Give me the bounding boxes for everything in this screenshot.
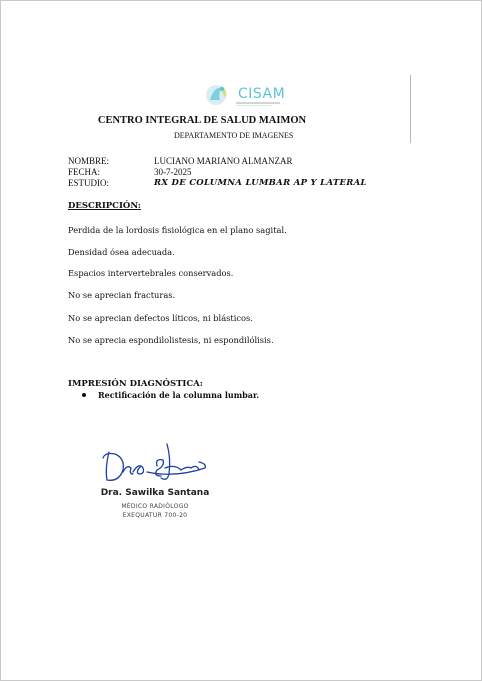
radiologist-title: MÉDICO RADIÓLOGO — [121, 503, 189, 510]
logo-tagline-bar — [236, 102, 280, 104]
handwritten-signature — [95, 438, 215, 488]
exequatur-number: EXEQUATUR 700-20 — [122, 512, 188, 519]
cisam-logo-icon — [202, 80, 236, 110]
radiologist-name: Dra. Sawilka Santana — [100, 488, 210, 498]
department-name: DEPARTAMENTO DE IMAGENES — [174, 131, 294, 140]
impression-text: Rectificación de la columna lumbar. — [98, 390, 260, 400]
center-title: CENTRO INTEGRAL DE SALUD MAIMON — [97, 115, 307, 126]
name-value: LUCIANO MARIANO ALMANZAR — [154, 156, 293, 166]
date-row — [68, 167, 367, 178]
name-label: NOMBRE: — [68, 156, 110, 166]
bullet-icon — [82, 393, 86, 397]
finding-item: No se aprecian fracturas. — [68, 290, 176, 300]
patient-fields — [68, 156, 367, 189]
finding-item: Perdida de la lordosis fisiológica en el plano sagital. — [68, 225, 287, 235]
name-row — [68, 156, 367, 167]
study-label: ESTUDIO: — [68, 178, 109, 188]
study-value: RX DE COLUMNA LUMBAR AP Y LATERAL — [154, 178, 367, 188]
logo-tagline-bar-2 — [236, 105, 272, 106]
study-row — [68, 178, 367, 189]
impression-heading: IMPRESIÓN DIAGNÓSTICA: — [68, 379, 203, 389]
date-value: 30-7-2025 — [154, 167, 192, 177]
finding-item: No se aprecia espondilolistesis, ni espondilólisis. — [68, 335, 274, 345]
description-heading: DESCRIPCIÓN: — [68, 201, 141, 211]
logo-text: CISAM — [238, 86, 286, 102]
finding-item: Espacios intervertebrales conservados. — [68, 268, 234, 278]
date-label: FECHA: — [68, 167, 101, 177]
impression-item — [82, 390, 259, 400]
finding-item: Densidad ósea adecuada. — [68, 247, 175, 257]
impression-list — [82, 390, 259, 400]
cisam-logo — [202, 80, 286, 110]
header-divider — [410, 75, 411, 143]
finding-item: No se aprecian defectos líticos, ni blásticos. — [68, 313, 253, 323]
